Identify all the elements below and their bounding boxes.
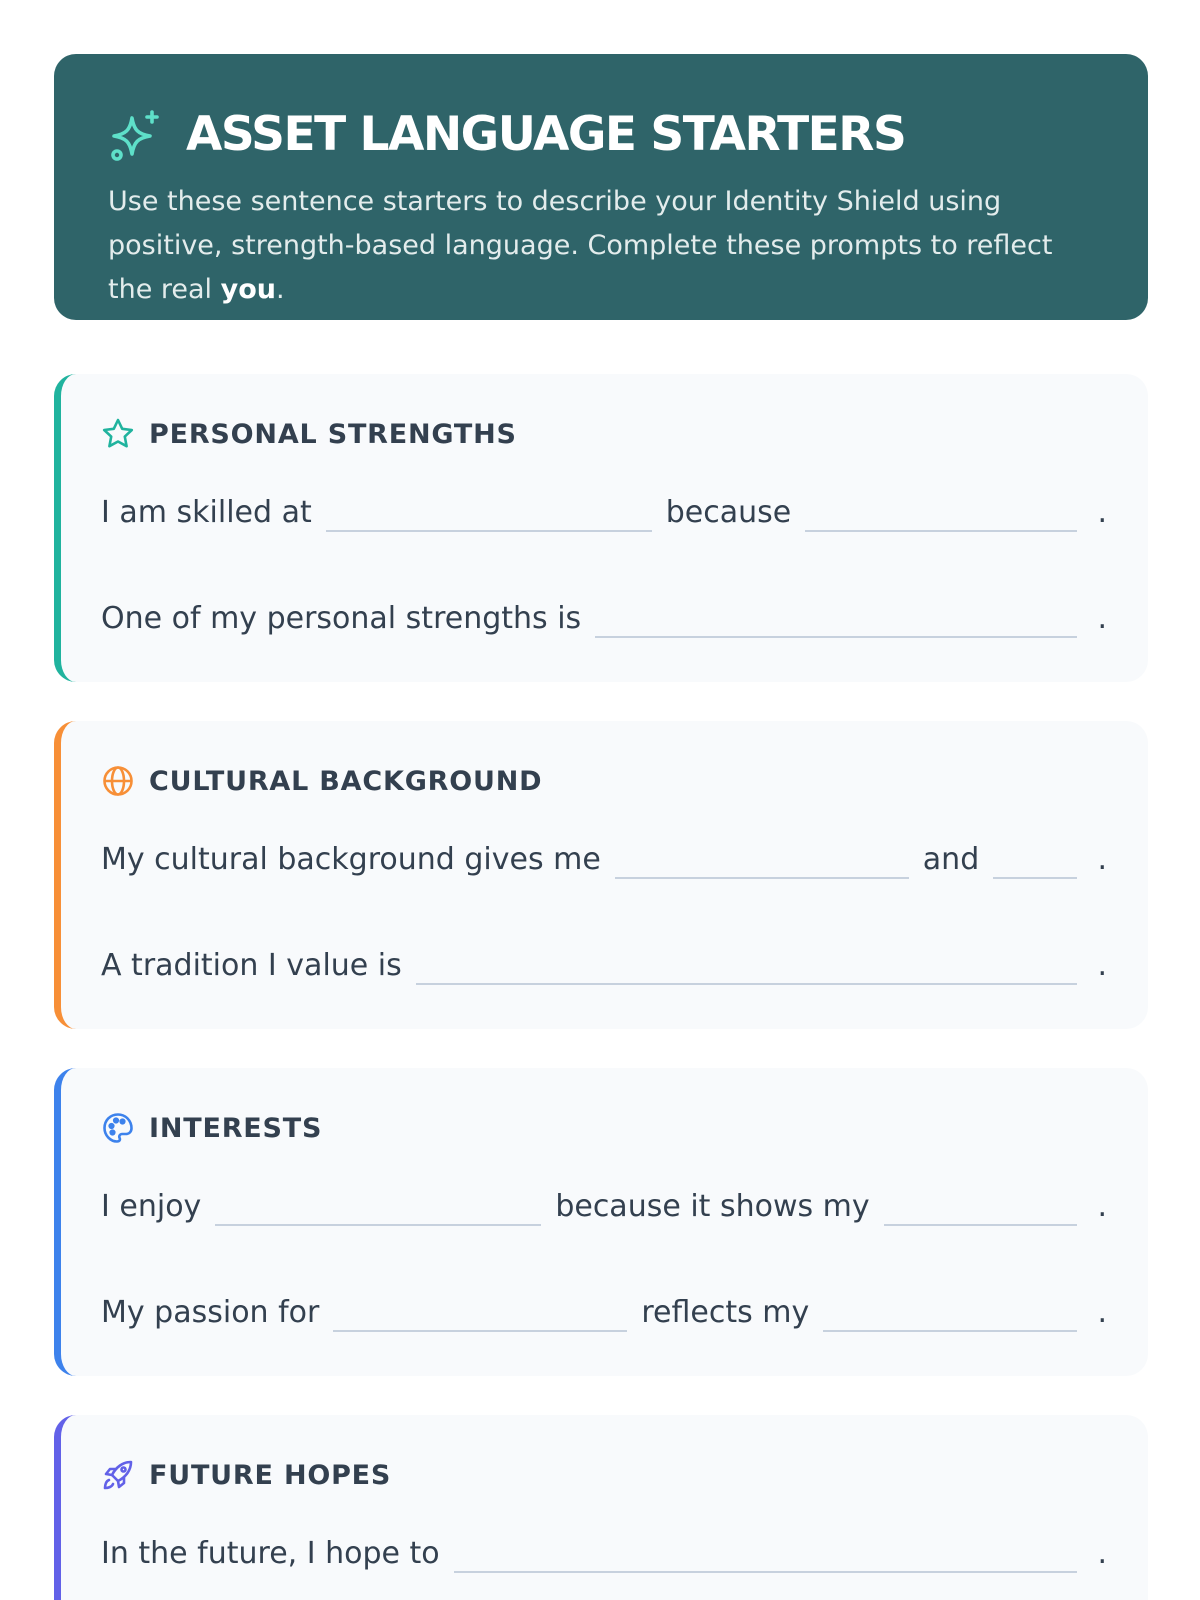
section-future-hopes — [54, 1415, 1148, 1600]
prompt-line — [101, 596, 1111, 642]
sparkles-icon — [108, 108, 162, 162]
prompt-text: and — [922, 842, 980, 877]
header-title-row — [108, 104, 1094, 166]
section-title: CULTURAL BACKGROUND — [149, 765, 543, 797]
answer-blank[interactable] — [326, 530, 652, 532]
palette-icon — [101, 1111, 135, 1145]
answer-blank[interactable] — [823, 1330, 1077, 1332]
prompt-text: My cultural background gives me — [101, 842, 601, 877]
prompt-line — [101, 943, 1111, 989]
prompt-line — [101, 490, 1111, 536]
answer-blank[interactable] — [215, 1224, 541, 1226]
star-icon — [101, 417, 135, 451]
section-header — [101, 414, 1148, 454]
prompt-text: because it shows my — [555, 1189, 870, 1224]
prompt-period: . — [1097, 1189, 1107, 1224]
prompt-text: In the future, I hope to — [101, 1536, 440, 1571]
section-title: INTERESTS — [149, 1112, 323, 1144]
answer-blank[interactable] — [333, 1330, 627, 1332]
prompt-text: A tradition I value is — [101, 948, 402, 983]
prompt-period: . — [1097, 1536, 1107, 1571]
prompt-text: I enjoy — [101, 1189, 202, 1224]
header-banner — [54, 54, 1148, 320]
prompt-period: . — [1097, 948, 1107, 983]
answer-blank[interactable] — [805, 530, 1077, 532]
answer-blank[interactable] — [615, 877, 909, 879]
rocket-icon — [101, 1458, 135, 1492]
prompt-period: . — [1097, 842, 1107, 877]
page-title: ASSET LANGUAGE STARTERS — [186, 107, 906, 162]
section-title: PERSONAL STRENGTHS — [149, 418, 517, 450]
section-title: FUTURE HOPES — [149, 1459, 392, 1491]
answer-blank[interactable] — [884, 1224, 1078, 1226]
prompt-period: . — [1097, 495, 1107, 530]
answer-blank[interactable] — [416, 983, 1078, 985]
globe-icon — [101, 764, 135, 798]
section-header — [101, 1455, 1148, 1495]
answer-blank[interactable] — [454, 1571, 1078, 1573]
answer-blank[interactable] — [993, 877, 1077, 879]
header-description-end: . — [276, 274, 285, 305]
section-header — [101, 1108, 1148, 1148]
prompt-line — [101, 1184, 1111, 1230]
section-header — [101, 761, 1148, 801]
prompt-text: My passion for — [101, 1295, 320, 1330]
prompt-line — [101, 1290, 1111, 1336]
prompt-text: One of my personal strengths is — [101, 601, 582, 636]
answer-blank[interactable] — [595, 636, 1077, 638]
prompt-line — [101, 1531, 1111, 1577]
header-description — [108, 180, 1098, 312]
prompt-period: . — [1097, 1295, 1107, 1330]
prompt-text: reflects my — [641, 1295, 810, 1330]
prompt-period: . — [1097, 601, 1107, 636]
prompt-line — [101, 837, 1111, 883]
section-cultural-background — [54, 721, 1148, 1029]
header-description-emphasis: you — [220, 274, 277, 305]
section-personal-strengths — [54, 374, 1148, 682]
section-interests — [54, 1068, 1148, 1376]
prompt-text: because — [665, 495, 792, 530]
prompt-text: I am skilled at — [101, 495, 312, 530]
header-description-text: Use these sentence starters to describe your Identity Shield using positive, strength-based language. Complete these prompts to reflect the real — [108, 186, 1053, 305]
